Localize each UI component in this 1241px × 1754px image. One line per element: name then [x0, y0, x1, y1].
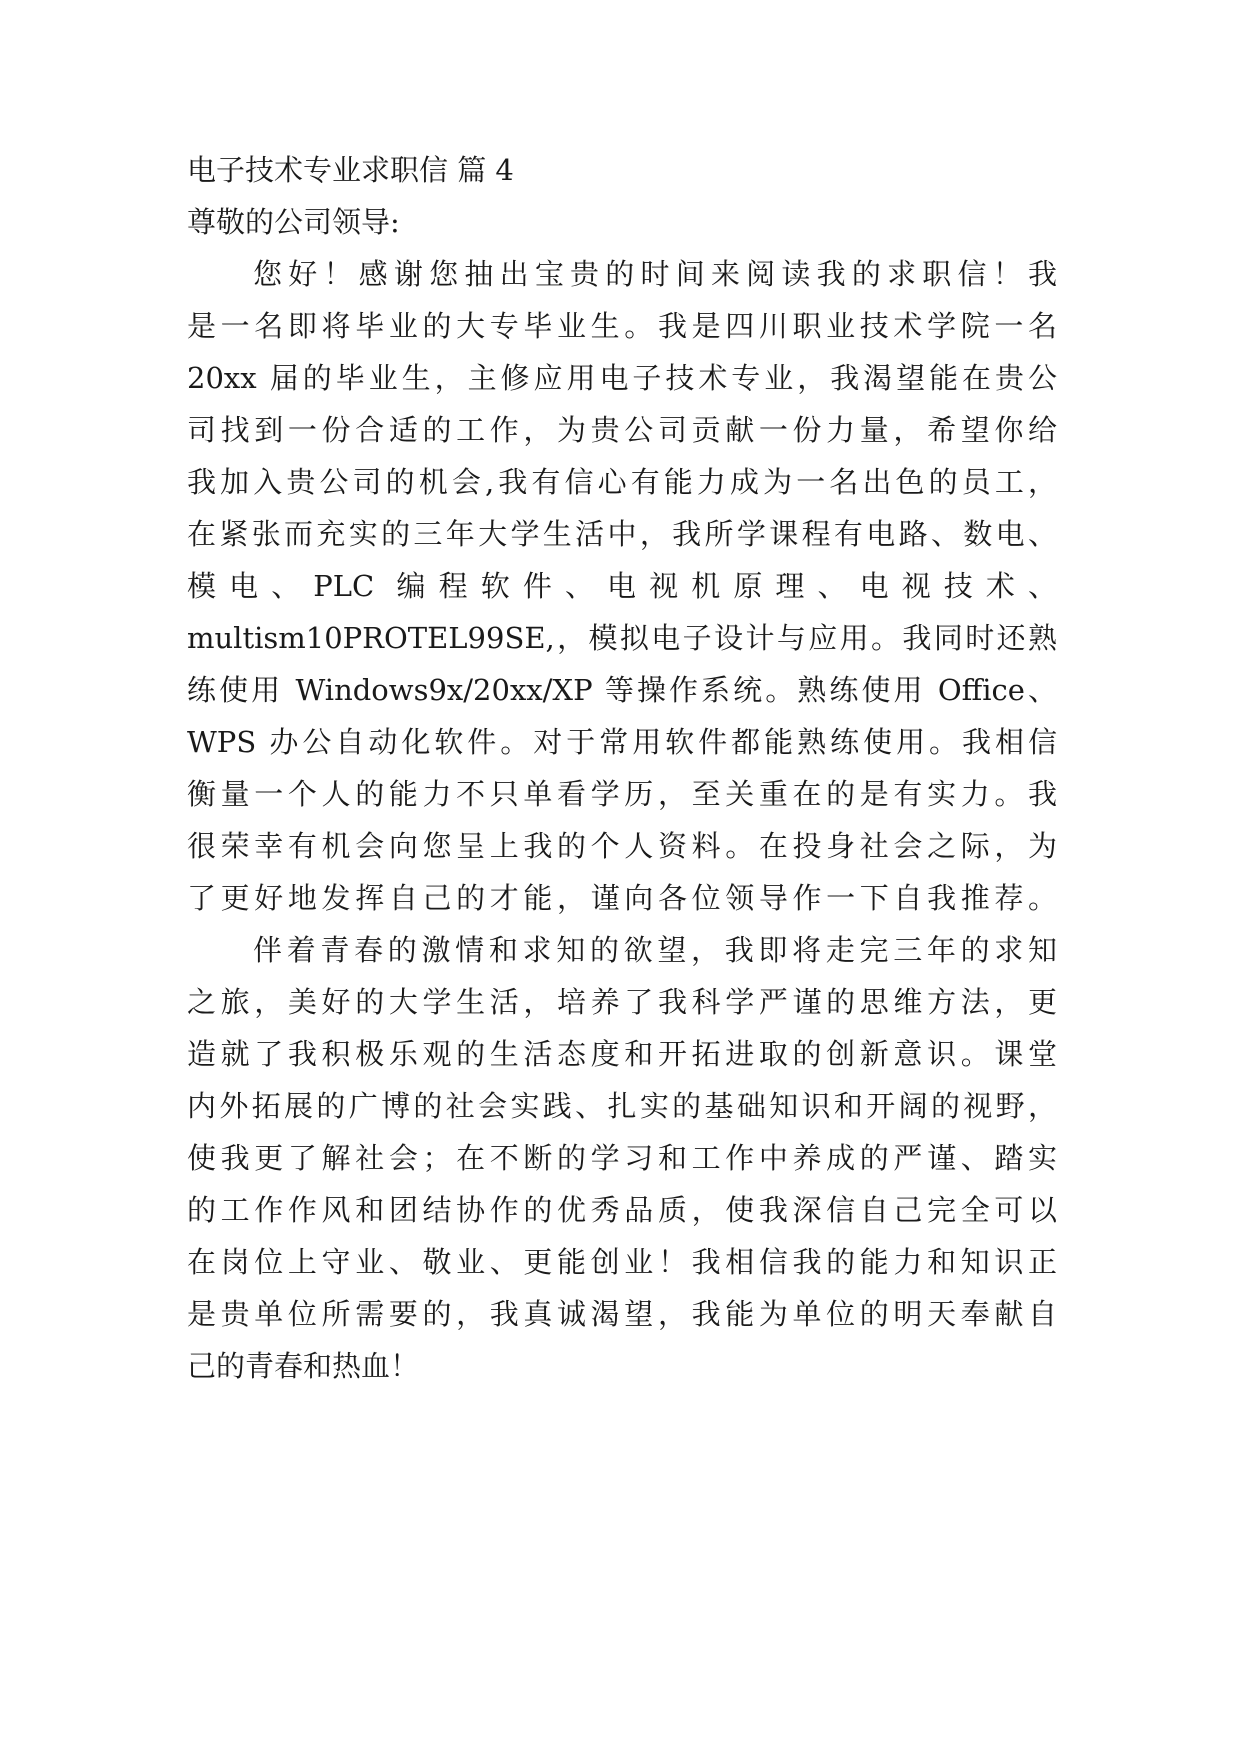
paragraph-line: 练使用 Windows9x/20xx/XP 等操作系统。熟练使用 Office、	[187, 673, 1057, 707]
paragraph-line: 在岗位上守业、敬业、更能创业！我相信我的能力和知识正	[187, 1245, 1057, 1279]
document-title: 电子技术专业求职信 篇 4	[187, 153, 514, 187]
paragraph-line: 造就了我积极乐观的生活态度和开拓进取的创新意识。课堂	[187, 1037, 1057, 1071]
paragraph-line: 是贵单位所需要的，我真诚渴望，我能为单位的明天奉献自	[187, 1297, 1057, 1331]
paragraph-line: 之旅，美好的大学生活，培养了我科学严谨的思维方法，更	[187, 985, 1057, 1019]
paragraph-line: 是一名即将毕业的大专毕业生。我是四川职业技术学院一名	[187, 309, 1057, 343]
paragraph-line: 我加入贵公司的机会,我有信心有能力成为一名出色的员工，	[187, 465, 1057, 499]
paragraph-line: 很荣幸有机会向您呈上我的个人资料。在投身社会之际，为	[187, 829, 1057, 863]
paragraph-line: 使我更了解社会；在不断的学习和工作中养成的严谨、踏实	[187, 1141, 1057, 1175]
paragraph-line: 您好！感谢您抽出宝贵的时间来阅读我的求职信！我	[253, 257, 1057, 291]
paragraph-line: 己的青春和热血！	[187, 1349, 420, 1383]
paragraph-line: 内外拓展的广博的社会实践、扎实的基础知识和开阔的视野，	[187, 1089, 1057, 1123]
paragraph-line: 20xx 届的毕业生，主修应用电子技术专业，我渴望能在贵公	[187, 361, 1057, 395]
paragraph-line: 模电、PLC 编程软件、电视机原理、电视技术、	[187, 569, 1057, 603]
paragraph-line: WPS 办公自动化软件。对于常用软件都能熟练使用。我相信	[187, 725, 1057, 759]
paragraph-line: multism10PROTEL99SE,，模拟电子设计与应用。我同时还熟	[187, 621, 1057, 655]
paragraph-line: 在紧张而充实的三年大学生活中，我所学课程有电路、数电、	[187, 517, 1057, 551]
paragraph-line: 了更好地发挥自己的才能，谨向各位领导作一下自我推荐。	[187, 881, 1057, 915]
paragraph-line: 伴着青春的激情和求知的欲望，我即将走完三年的求知	[253, 933, 1057, 967]
paragraph-line: 衡量一个人的能力不只单看学历，至关重在的是有实力。我	[187, 777, 1057, 811]
salutation: 尊敬的公司领导:	[187, 205, 400, 239]
paragraph-line: 司找到一份合适的工作，为贵公司贡献一份力量，希望你给	[187, 413, 1057, 447]
paragraph-line: 的工作作风和团结协作的优秀品质，使我深信自己完全可以	[187, 1193, 1057, 1227]
